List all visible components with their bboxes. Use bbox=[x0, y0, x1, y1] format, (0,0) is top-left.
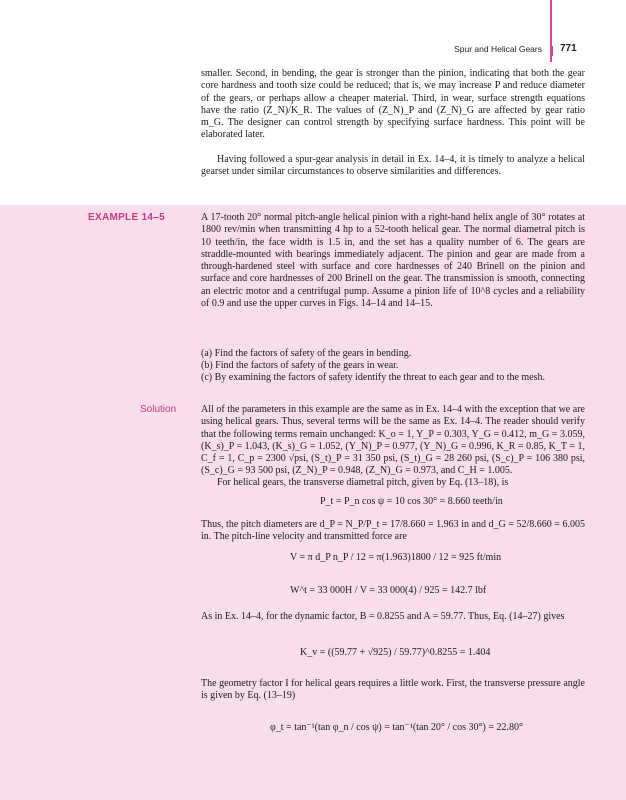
equation-transverse-pitch: P_t = P_n cos ψ = 10 cos 30° = 8.660 teeth/in bbox=[320, 496, 503, 507]
equation-dynamic-factor: K_v = ((59.77 + √925) / 59.77)^0.8255 = 1.404 bbox=[300, 647, 491, 658]
running-head: Spur and Helical Gears bbox=[454, 44, 542, 54]
equation-pitch-line-velocity: V = π d_P n_P / 12 = π(1.963)1800 / 12 = 925 ft/min bbox=[290, 552, 502, 563]
example-part-c: (c) By examining the factors of safety identify the threat to each gear and to the mesh. bbox=[201, 372, 546, 383]
example-part-b: (b) Find the factors of safety of the gears in wear. bbox=[201, 360, 399, 371]
header-separator bbox=[552, 46, 553, 56]
solution-paragraph-2: For helical gears, the transverse diametral pitch, given by Eq. (13–18), is bbox=[217, 477, 509, 488]
example-statement: A 17-tooth 20° normal pitch-angle helical pinion with a right-hand helix angle of 30° rotates at 1800 rev/min when transmitting 4 hp to a 52-tooth helical gear. The normal diametral pitch is 10 teeth/in, the face width is 1.5 in, and the set has a quality number of 6. The gears are straddle-mounted with bearings immediately adjacent. The pinion and gear are made from a through-hardened steel with surface and core hardnesses of 240 Brinell on the pinion and surface and core hardnesses of 200 Brinell on the gear. The transmission is smooth, connecting an electric motor and a centrifugal pump. Assume a pinion life of 10^8 cycles and a reliability of 0.9 and use the upper curves in Figs. 14–14 and 14–15. bbox=[201, 212, 585, 310]
intro-paragraph-2: Having followed a spur-gear analysis in detail in Ex. 14–4, it is timely to analyze a helical gearset under similar circumstances to observe similarities and differences. bbox=[201, 154, 585, 178]
equation-transmitted-force: W^t = 33 000H / V = 33 000(4) / 925 = 142.7 lbf bbox=[290, 585, 487, 596]
solution-paragraph-1: All of the parameters in this example are the same as in Ex. 14–4 with the exception that we are using helical gears. Thus, several terms will be the same as Ex. 14–4. The reader should verify that the following terms remain unchanged: K_o = 1, Y_P = 0.303, Y_G = 0.412, m_G = 3.059, (K_s)_P = 1.043, (K_s)_G = 1.052, (Y_N)_P = 0.977, (Y_N)_G = 0.996, K_R = 0.85, K_T = 1, C_f = 1, C_p = 2300 √psi, (S_t)_P = 31 350 psi, (S_t)_G = 28 260 psi, (S_c)_P = 106 380 psi, (S_c)_G = 93 500 psi, (Z_N)_P = 0.948, (Z_N)_G = 0.973, and C_H = 1.005. bbox=[201, 404, 585, 477]
solution-label: Solution bbox=[140, 404, 177, 415]
example-label: EXAMPLE 14–5 bbox=[88, 212, 165, 223]
solution-paragraph-5: The geometry factor I for helical gears requires a little work. First, the transverse pressure angle is given by Eq. (13–19) bbox=[201, 678, 585, 702]
intro-paragraph-1: smaller. Second, in bending, the gear is stronger than the pinion, indicating that both the gear core hardness and tooth size could be reduced; that is, we may increase P and reduce diameter of the gears, or perhaps allow a cheaper material. Third, in wear, surface strength equations have the ratio (Z_N)/K_R. The values of (Z_N)_P and (Z_N)_G are affected by gear ratio m_G. The designer can control strength by specifying surface hardness. This point will be elaborated later. bbox=[201, 68, 585, 141]
page-number: 771 bbox=[560, 43, 577, 54]
example-part-a: (a) Find the factors of safety of the gears in bending. bbox=[201, 348, 412, 359]
solution-paragraph-4: As in Ex. 14–4, for the dynamic factor, B = 0.8255 and A = 59.77. Thus, Eq. (14–27) gives bbox=[201, 611, 565, 622]
solution-paragraph-3: Thus, the pitch diameters are d_P = N_P/P_t = 17/8.660 = 1.963 in and d_G = 52/8.660 = 6.005 in. The pitch-line velocity and transmitted force are bbox=[201, 519, 585, 543]
equation-transverse-pressure-angle: φ_t = tan⁻¹(tan φ_n / cos ψ) = tan⁻¹(tan 20° / cos 30°) = 22.80° bbox=[270, 722, 523, 733]
